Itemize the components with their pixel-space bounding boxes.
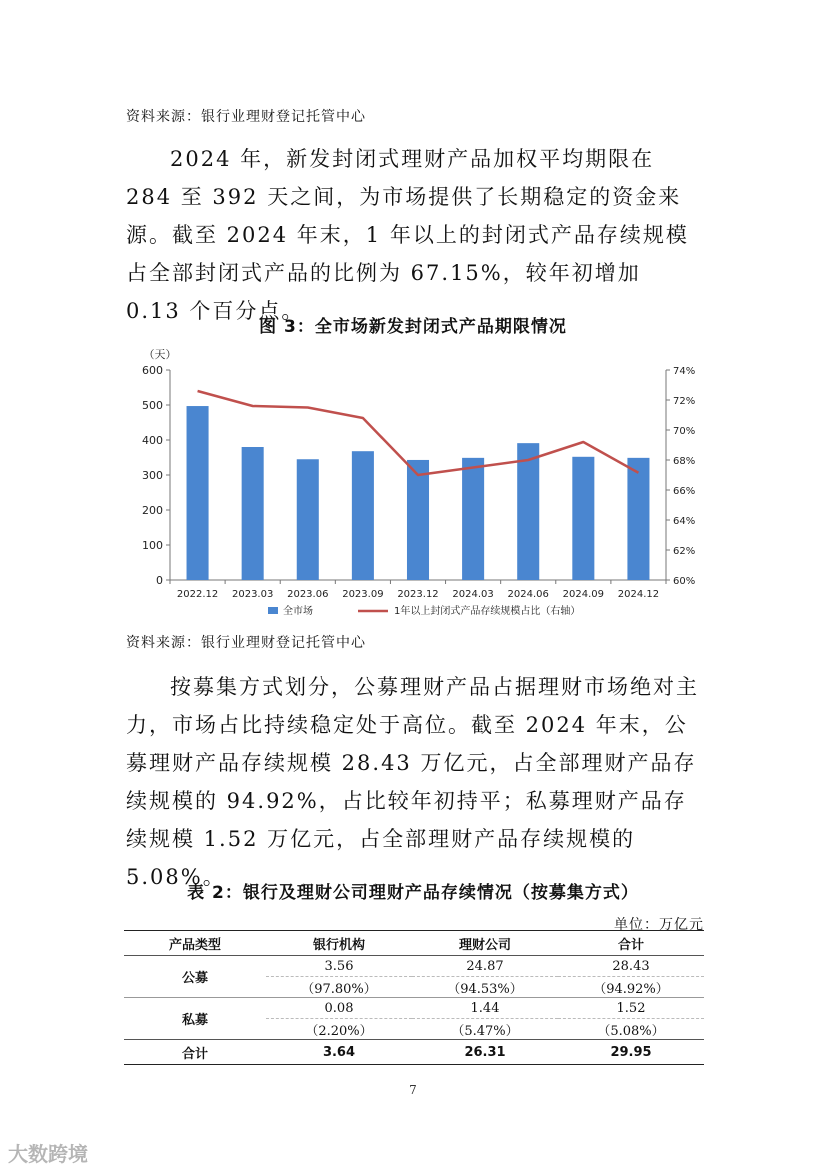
- private-bank-share: （2.20%）: [266, 1019, 412, 1040]
- legend-label-bar: 全市场: [283, 606, 313, 617]
- public-bank-share: （97.80%）: [266, 977, 412, 998]
- header-total: 合计: [558, 931, 704, 956]
- row-label-total: 合计: [124, 1040, 266, 1065]
- private-bank-value: 0.08: [266, 998, 412, 1019]
- x-tick-label: 2024.12: [617, 589, 660, 600]
- y-tick-label-right: 62%: [673, 546, 696, 557]
- bar: [517, 443, 539, 580]
- x-tick-label: 2023.03: [231, 589, 274, 600]
- source-note-top: 资料来源：银行业理财登记托管中心: [126, 109, 366, 125]
- table-row-total: [124, 1040, 704, 1065]
- table-title: 表 2：银行及理财公司理财产品存续情况（按募集方式）: [187, 883, 639, 903]
- private-total-share: （5.08%）: [558, 1019, 704, 1040]
- paragraph-2: [126, 668, 701, 896]
- y-tick-label-right: 68%: [673, 456, 696, 467]
- y-tick-label-left: 200: [142, 504, 163, 517]
- paragraph-1-text: 2024 年，新发封闭式理财产品加权平均期限在 284 至 392 天之间，为市场提供了长期稳定的资金来源。截至 2024 年末，1 年以上的封闭式产品存续规模占全部封闭式产品的比例为 67.15%，较年初增加 0.13 个百分点。: [126, 147, 689, 323]
- y-tick-label-left: 600: [142, 364, 163, 377]
- page-number: 7: [409, 1083, 417, 1097]
- paragraph-1: [126, 140, 701, 330]
- x-tick-label: 2023.09: [342, 589, 384, 600]
- x-tick-label: 2024.06: [507, 589, 549, 600]
- y-tick-label-right: 72%: [673, 396, 696, 407]
- y-tick-label-right: 60%: [673, 576, 696, 587]
- public-wmc-share: （94.53%）: [412, 977, 558, 998]
- y-axis-label: （天）: [143, 348, 177, 361]
- y-tick-label-left: 400: [142, 434, 163, 447]
- figure-title: 图 3：全市场新发封闭式产品期限情况: [259, 317, 567, 337]
- bar: [572, 457, 594, 580]
- product-table: [124, 930, 704, 1065]
- y-tick-label-left: 100: [142, 539, 163, 552]
- y-tick-label-right: 74%: [673, 366, 696, 377]
- y-tick-label-right: 66%: [673, 486, 696, 497]
- x-tick-label: 2024.03: [452, 589, 494, 600]
- total-bank-value: 3.64: [266, 1040, 412, 1065]
- maturity-chart: [126, 342, 696, 632]
- table-row-public-value: [124, 956, 704, 977]
- header-type: 产品类型: [124, 931, 266, 956]
- x-tick-label: 2024.09: [562, 589, 605, 600]
- table-unit: 单位：万亿元: [614, 917, 704, 933]
- row-label-public: 公募: [181, 971, 208, 986]
- bar: [352, 451, 374, 580]
- public-bank-value: 3.56: [324, 958, 354, 974]
- bar: [297, 459, 319, 580]
- bar: [462, 458, 484, 580]
- source-note-mid: 资料来源：银行业理财登记托管中心: [126, 635, 366, 651]
- private-wmc-share: （5.47%）: [412, 1019, 558, 1040]
- y-tick-label-right: 70%: [673, 426, 696, 437]
- header-bank: 银行机构: [266, 931, 412, 956]
- bar: [242, 447, 264, 580]
- y-tick-label-left: 0: [156, 574, 163, 587]
- x-tick-label: 2022.12: [176, 589, 219, 600]
- private-total-value: 1.52: [558, 998, 704, 1019]
- total-total-value: 29.95: [558, 1040, 704, 1065]
- private-wmc-value: 1.44: [412, 998, 558, 1019]
- y-tick-label-left: 300: [142, 469, 163, 482]
- bar: [407, 460, 429, 580]
- x-tick-label: 2023.12: [397, 589, 439, 600]
- bar: [627, 458, 649, 580]
- public-total-share: （94.92%）: [558, 977, 704, 998]
- row-label-private: 私募: [124, 998, 266, 1040]
- bar: [187, 406, 209, 580]
- paragraph-2-text: 按募集方式划分，公募理财产品占据理财市场绝对主力，市场占比持续稳定处于高位。截至 2024 年末，公募理财产品存续规模 28.43 万亿元，占全部理财产品存续规模的 94.92%，占比较年初持平；私募理财产品存续规模 1.52 万亿元，占全部理财产品存续规模的 5.08%。: [126, 675, 699, 889]
- table-row-private-value: [124, 998, 704, 1019]
- watermark-logo: 大数跨境: [8, 1142, 88, 1166]
- y-tick-label-right: 64%: [673, 516, 696, 527]
- public-wmc-value: 24.87: [466, 958, 504, 974]
- table-header-row: [124, 931, 704, 956]
- legend-swatch-bar: [268, 607, 278, 614]
- total-wmc-value: 26.31: [412, 1040, 558, 1065]
- x-tick-label: 2023.06: [287, 589, 329, 600]
- y-tick-label-left: 500: [142, 399, 163, 412]
- header-wmc: 理财公司: [412, 931, 558, 956]
- public-total-value: 28.43: [612, 958, 650, 974]
- legend-label-line: 1年以上封闭式产品存续规模占比（右轴）: [394, 606, 581, 617]
